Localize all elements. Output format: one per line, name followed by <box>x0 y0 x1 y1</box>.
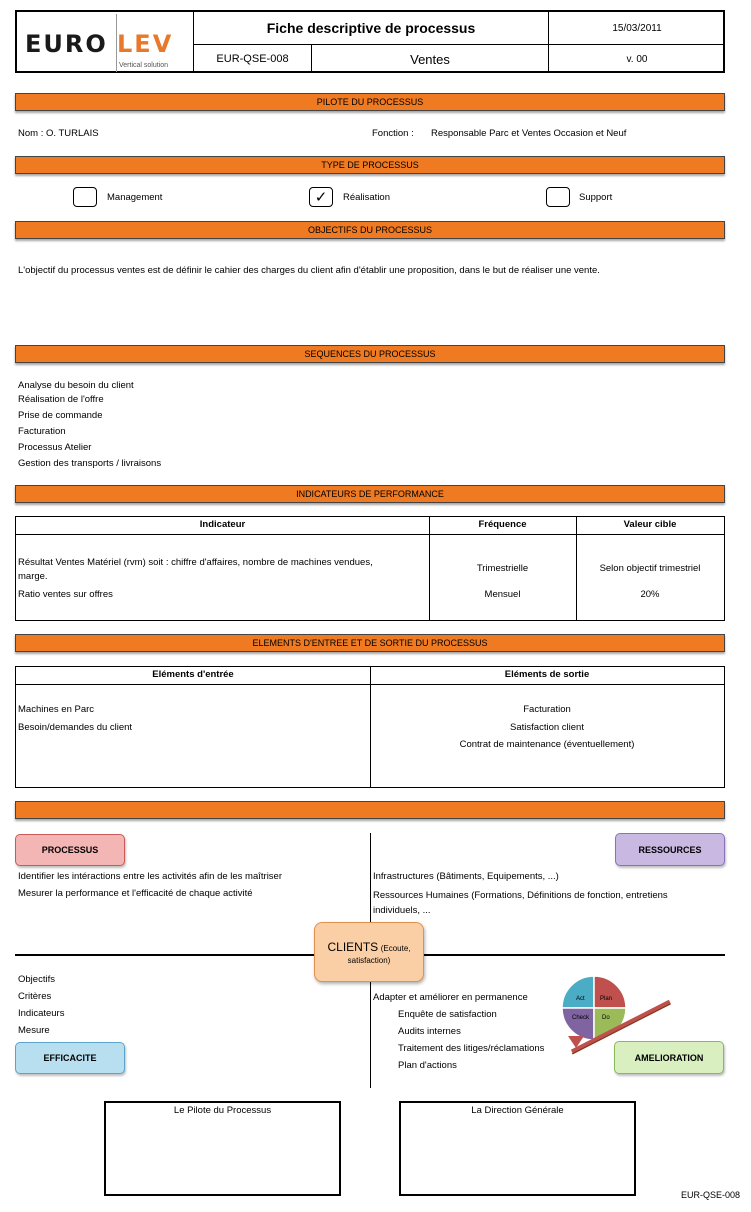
efficacite-line: Critères <box>18 991 52 1002</box>
efficacite-line: Objectifs <box>18 974 55 985</box>
amelioration-line: Enquête de satisfaction <box>398 1009 497 1020</box>
logo <box>17 12 194 71</box>
checkmark-icon: ✓ <box>314 189 328 206</box>
efficacite-box[interactable]: EFFICACITE <box>15 1042 125 1074</box>
footer-code: EUR-QSE-008 <box>681 1190 741 1200</box>
signature-direction-box[interactable] <box>399 1101 636 1196</box>
col-header-frequence: Fréquence <box>478 519 527 530</box>
section-pdca-bar <box>15 801 725 819</box>
indicateurs-table <box>15 516 725 621</box>
valeur-cell: 20% <box>640 589 660 600</box>
document-title: Fiche descriptive de processus <box>194 12 549 45</box>
entree-item: Machines en Parc <box>18 704 95 715</box>
sequence-item: Facturation <box>18 426 66 437</box>
clients-sub2: satisfaction) <box>347 956 391 965</box>
document-date: 15/03/2011 <box>549 12 725 45</box>
section-elements: ELEMENTS D'ENTREE ET DE SORTIE DU PROCESSUS <box>15 634 725 652</box>
col-header-indicateur: Indicateur <box>199 519 246 530</box>
col-header-entree: Eléments d'entrée <box>152 669 234 680</box>
wheel-plan: Plan <box>600 996 613 1002</box>
header-block <box>15 10 725 73</box>
section-type: TYPE DE PROCESSUS <box>15 156 725 174</box>
label-support: Support <box>579 192 613 203</box>
clients-box[interactable] <box>314 922 424 982</box>
frequence-cell: Mensuel <box>484 589 521 600</box>
section-objectifs: OBJECTIFS DU PROCESSUS <box>15 221 725 239</box>
pdca-wheel-icon <box>558 972 676 1064</box>
col-header-valeur: Valeur cible <box>623 519 677 530</box>
amelioration-box[interactable]: AMELIORATION <box>614 1041 724 1074</box>
pilote-nom: Nom : O. TURLAIS <box>18 128 99 139</box>
valeur-cell: Selon objectif trimestriel <box>599 563 701 574</box>
elements-table <box>15 666 725 788</box>
sequence-item: Processus Atelier <box>18 442 92 453</box>
logo-euro: EURO <box>25 30 108 58</box>
amelioration-line: Plan d'actions <box>398 1060 457 1071</box>
sortie-item: Satisfaction client <box>510 722 584 733</box>
processus-line: Identifier les intéractions entre les activités afin de les maîtriser <box>18 871 283 882</box>
label-realisation: Réalisation <box>343 192 390 203</box>
sequence-item: Analyse du besoin du client <box>18 380 134 391</box>
clients-title: CLIENTS <box>327 940 379 954</box>
document-version: v. 00 <box>626 53 648 65</box>
section-indicateurs: INDICATEURS DE PERFORMANCE <box>15 485 725 503</box>
process-name: Ventes <box>312 45 549 73</box>
ressources-box[interactable]: RESSOURCES <box>615 833 725 866</box>
logo-tagline: Vertical solution <box>119 62 169 69</box>
frequence-cell: Trimestrielle <box>476 563 529 574</box>
signature-pilote-label: Le Pilote du Processus <box>173 1105 272 1116</box>
signature-direction-label: La Direction Générale <box>471 1105 564 1116</box>
amelioration-intro: Adapter et améliorer en permanence <box>373 992 528 1003</box>
logo-lev: LEV <box>117 30 174 58</box>
efficacite-line: Mesure <box>18 1025 50 1036</box>
checkbox-management[interactable] <box>73 187 97 207</box>
sortie-item: Contrat de maintenance (éventuellement) <box>459 739 635 750</box>
entree-item: Besoin/demandes du client <box>18 722 133 733</box>
sequence-item: Réalisation de l'offre <box>18 394 104 405</box>
indicateur-cell: Ratio ventes sur offres <box>18 589 113 600</box>
efficacite-line: Indicateurs <box>18 1008 65 1019</box>
checkbox-support[interactable] <box>546 187 570 207</box>
checkbox-realisation[interactable] <box>309 187 333 207</box>
col-header-sortie: Eléments de sortie <box>504 669 590 680</box>
sortie-item: Facturation <box>523 704 571 715</box>
ressources-line: individuels, ... <box>373 905 431 916</box>
section-pilote: PILOTE DU PROCESSUS <box>15 93 725 111</box>
amelioration-line: Audits internes <box>398 1026 461 1037</box>
signature-pilote-box[interactable] <box>104 1101 341 1196</box>
label-management: Management <box>107 192 163 203</box>
sequence-item: Gestion des transports / livraisons <box>18 458 162 469</box>
wheel-act: Act <box>576 996 585 1002</box>
indicateur-cell-cont: marge. <box>18 571 48 582</box>
amelioration-line: Traitement des litiges/réclamations <box>398 1043 545 1054</box>
indicateur-cell: Résultat Ventes Matériel (rvm) soit : chiffre d'affaires, nombre de machines vendues, <box>18 557 373 568</box>
processus-box[interactable]: PROCESSUS <box>15 834 125 866</box>
clients-sub1: (Ecoute, <box>380 944 411 953</box>
sequence-item: Prise de commande <box>18 410 103 421</box>
pilote-fonction-value: Responsable Parc et Ventes Occasion et Neuf <box>431 128 627 139</box>
ressources-line: Infrastructures (Bâtiments, Equipements, ...) <box>373 871 559 882</box>
ressources-line: Ressources Humaines (Formations, Définitions de fonction, entretiens <box>373 890 668 901</box>
wheel-check: Check <box>572 1015 590 1021</box>
wheel-do: Do <box>602 1015 610 1021</box>
pilote-fonction-label: Fonction : <box>372 128 414 139</box>
document-code: EUR-QSE-008 <box>194 45 312 73</box>
section-sequences: SEQUENCES DU PROCESSUS <box>15 345 725 363</box>
objectifs-text: L'objectif du processus ventes est de définir le cahier des charges du client afin d'établir une proposition, dans le but de réaliser une vente. <box>18 265 600 276</box>
processus-line: Mesurer la performance et l'efficacité de chaque activité <box>18 888 253 899</box>
